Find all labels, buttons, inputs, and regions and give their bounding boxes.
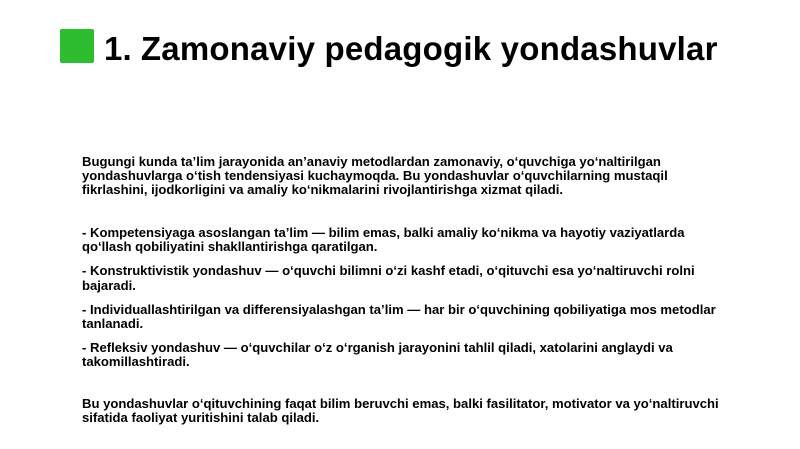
- slide-body: [82, 155, 722, 425]
- slide-title: [60, 28, 780, 70]
- bullet-item-reflective: - Refleksiv yondashuv — o‘quvchilar o‘z o‘rganish jarayonini tahlil qiladi, xatolarini anglaydi va takomillashtiradi.: [82, 339, 673, 369]
- slide-title-number: 1.: [104, 30, 132, 67]
- slide-title-text: Zamonaviy pedagogik yondashuvlar: [140, 30, 718, 67]
- slide-title-block: [60, 28, 780, 70]
- bullet-item-individualized: - Individuallashtirilgan va differensiyalashgan ta’lim — har bir o‘quvchining qobiliyatiga mos metodlar tanlanadi.: [82, 301, 716, 331]
- intro-paragraph: Bugungi kunda ta’lim jarayonida an’anaviy metodlardan zamonaviy, o‘quvchiga yo‘naltirilgan yondashuvlarga o‘tish tendensiyasi kuchaymoqda. Bu yondashuvlar o‘quvchilarning mustaqil fikrlashini, ijodkorligini va amaliy ko‘nikmalarini rivojlantirishga xizmat qiladi.: [82, 154, 668, 198]
- bullet-item-constructivist: - Konstruktivistik yondashuv — o‘quvchi bilimni o‘zi kashf etadi, o‘qituvchi esa yo‘naltiruvchi rolni bajaradi.: [82, 263, 695, 293]
- green-square-icon: [60, 29, 94, 63]
- conclusion-paragraph: Bu yondashuvlar o‘qituvchining faqat bilim beruvchi emas, balki fasilitator, motivator va yo‘naltiruvchi sifatida faoliyat yuritishini talab qiladi.: [82, 396, 719, 426]
- bullet-item-competency: - Kompetensiyaga asoslangan ta’lim — bilim emas, balki amaliy ko‘nikma va hayotiy vaziyatlarda qo‘llash qobiliyatini shakllantirishga qaratilgan.: [82, 225, 685, 255]
